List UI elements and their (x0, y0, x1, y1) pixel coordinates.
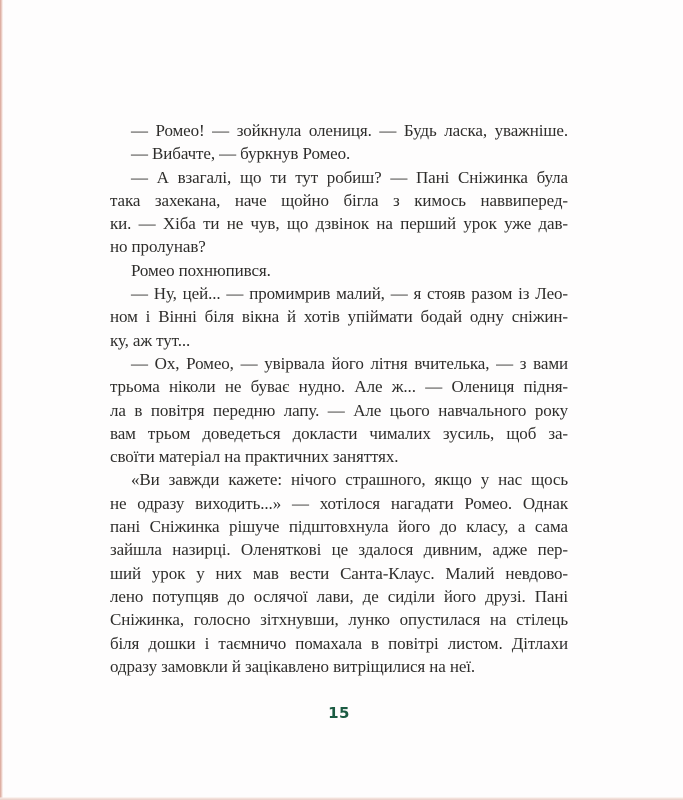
text-line: біля дошки і таємничо помахала в повітрі листом. Дітлахи (110, 633, 568, 653)
page-left-edge (0, 0, 3, 800)
text-line: ший урок у них мав вести Санта-Клаус. Малий невдово- (110, 563, 568, 583)
text-line: ку, аж тут... (110, 330, 191, 350)
text-line: но пролунав? (110, 237, 206, 257)
text-line: вам трьом доведеться докласти чималих зусиль, щоб за- (110, 423, 568, 443)
text-line: — А взагалі, що ти тут робиш? — Пані Сніжинка була (131, 167, 568, 187)
text-line: пані Сніжинка рішуче підштовхнула його до класу, а сама (110, 517, 568, 537)
text-line: — Вибачте, — буркнув Ромео. (131, 144, 351, 164)
text-line: ки. — Хіба ти не чув, що дзвінок на перший урок уже дав- (110, 214, 568, 234)
text-line: — Ну, цей... — промимрив малий, — я стояв разом із Лео- (131, 284, 568, 304)
text-block (110, 119, 568, 678)
text-line: — Ромео! — зойкнула олениця. — Будь ласка, уважніше. (131, 121, 568, 140)
text-line: зайшла назирці. Оленяткові це здалося дивним, адже пер- (110, 540, 568, 560)
page-number: 15 (328, 704, 350, 722)
text-line: ла в повітря передню лапу. — Але цього навчального року (110, 400, 568, 420)
text-line: ном і Вінні біля вікна й хотів упіймати бодай одну сніжин- (110, 307, 568, 327)
text-line: така захекана, наче щойно бігла з кимось наввиперед- (110, 190, 568, 210)
text-line: лено потупцяв до ослячої лави, де сиділи його друзі. Пані (110, 586, 568, 606)
text-line: — Ох, Ромео, — увірвала його літня вчителька, — з вами (131, 353, 568, 373)
text-line: одразу замовкли й зацікавлено витріщилися на неї. (110, 656, 476, 676)
text-line: Сніжинка, голосно зітхнувши, лунко опустилася на стілець (110, 610, 568, 630)
text-line: Ромео похнюпився. (131, 260, 271, 280)
text-line: трьома ніколи не буває нудно. Але ж... — Олениця підня- (110, 377, 568, 397)
text-line: своїти матеріал на практичних заняттях. (110, 447, 399, 467)
text-line: не одразу виходить...» — хотілося нагадати Ромео. Однак (110, 493, 568, 513)
text-line: «Ви завжди кажете: нічого страшного, якщо у нас щось (131, 470, 568, 490)
